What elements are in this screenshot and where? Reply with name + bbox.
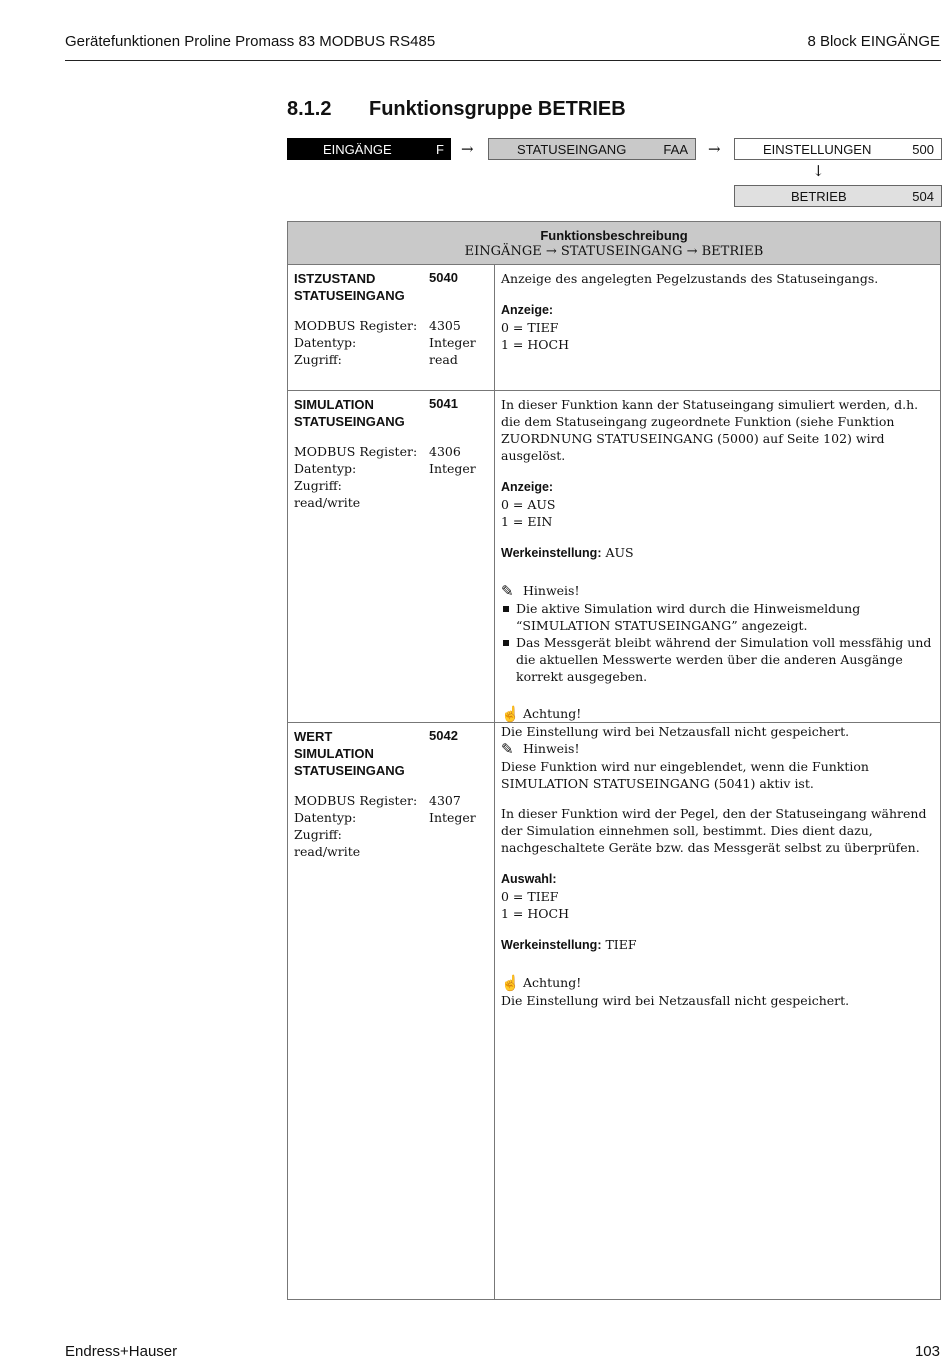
header-title: Gerätefunktionen Proline Promass 83 MODBUS RS485 xyxy=(65,33,436,50)
arrow-down-icon: ↓ xyxy=(812,162,825,180)
pencil-icon: ✎ xyxy=(501,740,514,758)
default-setting: Werkeinstellung: AUS xyxy=(501,545,634,560)
function-code: 5042 xyxy=(429,728,458,743)
table-header-title: Funktionsbeschreibung xyxy=(540,228,688,243)
nav-box-eingaenge xyxy=(287,138,451,160)
section-title: Funktionsgruppe BETRIEB xyxy=(369,98,626,120)
nav-box-einstellungen xyxy=(734,138,942,160)
option-1: 1 = HOCH xyxy=(501,337,569,352)
table-row xyxy=(288,265,940,391)
pointing-hand-icon: ☝ xyxy=(501,974,520,992)
warning-heading: ☝ Achtung! xyxy=(501,705,582,723)
default-setting: Werkeinstellung: TIEF xyxy=(501,937,637,952)
nav-box-betrieb xyxy=(734,185,942,207)
function-meta: MODBUS Register: 4307 Datentyp: Integer Zugriff:read/write xyxy=(294,793,476,859)
function-name: SIMULATION STATUSEINGANG xyxy=(294,397,405,429)
nav-label: BETRIEB xyxy=(791,188,847,204)
description-cell xyxy=(494,265,940,353)
description-cell xyxy=(494,391,940,740)
display-label: Anzeige: xyxy=(501,480,554,494)
arrow-right-icon: → xyxy=(708,140,721,158)
function-code: 5041 xyxy=(429,396,458,411)
nav-code: F xyxy=(436,141,444,157)
description-text: In dieser Funktion kann der Statuseingang simuliert werden, d.h. die dem Statuseingang zugeordnete Funktion (siehe Funktion ZUORDNUNG STATUSEINGANG (5000) auf Seite 102) wird ausgelöst. xyxy=(501,397,919,463)
nav-code: 500 xyxy=(912,141,934,157)
function-cell xyxy=(288,723,495,1299)
table-row xyxy=(288,723,940,1299)
list-item: Das Messgerät bleibt während der Simulation voll messfähig und die aktuellen Messwerte werden über die anderen Ausgänge korrekt ausgegeben. xyxy=(501,634,934,685)
nav-label: EINGÄNGE xyxy=(323,141,392,157)
nav-label: STATUSEINGANG xyxy=(517,141,627,157)
section-heading xyxy=(287,98,626,121)
footer-brand: Endress+Hauser xyxy=(65,1343,178,1360)
display-label: Anzeige: xyxy=(501,303,554,317)
warning-text: Die Einstellung wird bei Netzausfall nicht gespeichert. xyxy=(501,724,850,739)
warning-heading: ☝ Achtung! xyxy=(501,974,582,992)
option-0: 0 = TIEF xyxy=(501,889,559,904)
function-code: 5040 xyxy=(429,270,458,285)
table-header-path: EINGÄNGE → STATUSEINGANG → BETRIEB xyxy=(464,244,764,259)
description-text: In dieser Funktion wird der Pegel, den der Statuseingang während der Simulation einnehmen soll, bestimmt. Dies dient dazu, nachgeschaltete Geräte bzw. das Messgerät selbst zu überprüfen. xyxy=(501,806,927,855)
warning-text: Die Einstellung wird bei Netzausfall nicht gespeichert. xyxy=(501,993,850,1008)
option-0: 0 = AUS xyxy=(501,497,556,512)
nav-box-statuseingang xyxy=(488,138,696,160)
list-item: Die aktive Simulation wird durch die Hinweismeldung “SIMULATION STATUSEINGANG” angezeigt. xyxy=(501,600,934,634)
function-meta: MODBUS Register: 4306 Datentyp: Integer Zugriff:read/write xyxy=(294,444,476,510)
header-chapter: 8 Block EINGÄNGE xyxy=(807,33,940,50)
function-meta: MODBUS Register: 4305 Datentyp: Integer Zugriff: read xyxy=(294,318,476,367)
option-0: 0 = TIEF xyxy=(501,320,559,335)
arrow-right-icon: → xyxy=(461,140,474,158)
note-heading: ✎ Hinweis! xyxy=(501,740,580,758)
function-name: ISTZUSTAND STATUSEINGANG xyxy=(294,271,405,303)
pointing-hand-icon: ☝ xyxy=(501,705,520,723)
description-cell xyxy=(494,723,940,1009)
nav-code: FAA xyxy=(663,141,688,157)
option-1: 1 = EIN xyxy=(501,514,553,529)
note-heading: ✎ Hinweis! xyxy=(501,582,580,600)
function-cell xyxy=(288,265,495,390)
table-header xyxy=(288,222,940,265)
function-cell xyxy=(288,391,495,722)
description-text: Anzeige des angelegten Pegelzustands des Statuseingangs. xyxy=(501,271,879,286)
selection-label: Auswahl: xyxy=(501,872,557,886)
option-1: 1 = HOCH xyxy=(501,906,569,921)
nav-code: 504 xyxy=(912,188,934,204)
note-bullets xyxy=(501,600,934,685)
function-name: WERT SIMULATION STATUSEINGANG xyxy=(294,729,405,778)
nav-label: EINSTELLUNGEN xyxy=(763,141,872,157)
pencil-icon: ✎ xyxy=(501,582,514,600)
note-text: Diese Funktion wird nur eingeblendet, wenn die Funktion SIMULATION STATUSEINGANG (5041) aktiv ist. xyxy=(501,759,869,791)
section-number: 8.1.2 xyxy=(287,98,332,120)
function-table xyxy=(287,221,941,1300)
header-rule xyxy=(65,60,941,61)
page-number: 103 xyxy=(914,1343,940,1360)
